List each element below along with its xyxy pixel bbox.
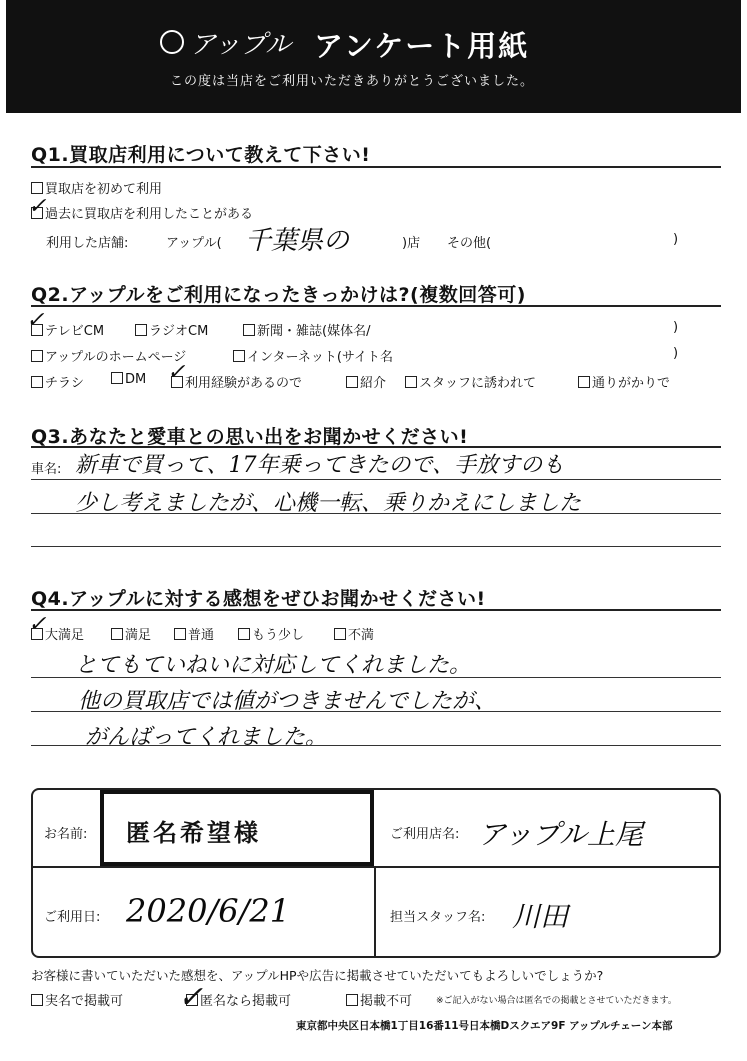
name-label: お名前: — [44, 827, 88, 842]
q4-rating-label: 満足 — [125, 628, 152, 643]
q2-option-home-label: アップルのホームページ — [45, 350, 187, 365]
q4-rating-somewhat[interactable] — [238, 624, 304, 643]
permission-note: ※ご記入がない場合は匿名での掲載とさせていただきます。 — [436, 996, 677, 1006]
q4-rating-unsatisfied[interactable] — [334, 624, 374, 643]
q4-line — [31, 745, 721, 746]
checkbox[interactable] — [346, 994, 358, 1006]
permission-real-name-label: 実名で掲載可 — [45, 994, 124, 1009]
q1-store-prefix: アップル( — [166, 236, 222, 251]
checkbox[interactable] — [334, 628, 346, 640]
checkbox[interactable] — [31, 376, 43, 388]
q2-news-close: ) — [673, 320, 679, 335]
staff-value[interactable]: 川田 — [512, 900, 569, 933]
page-title: アンケート用紙 — [314, 29, 530, 63]
checkbox[interactable] — [135, 324, 147, 336]
checkbox[interactable] — [243, 324, 255, 336]
q2-option-flyer[interactable] — [31, 372, 84, 391]
permission-none[interactable] — [346, 990, 412, 1009]
q2-option-internet-label: インターネット(サイト名 — [247, 350, 393, 365]
q2-option-tv-label: テレビCM — [45, 324, 105, 339]
q2-option-internet[interactable] — [233, 346, 393, 365]
checkbox[interactable] — [31, 994, 43, 1006]
staff-label: 担当スタッフ名: — [390, 910, 486, 925]
q4-rating-satisfied[interactable] — [111, 624, 151, 643]
q2-option-tv[interactable] — [31, 320, 104, 339]
q3-answer-line1[interactable]: 新車で買って、17年乗ってきたので、手放すのも — [75, 453, 565, 478]
q2-option-home[interactable] — [31, 346, 186, 365]
check-mark-icon: ✓ — [167, 360, 186, 385]
info-divider-vertical — [374, 866, 376, 957]
q1-title: Q1.買取店利用について教えて下さい! — [31, 144, 371, 166]
checkbox[interactable] — [31, 182, 43, 194]
q1-option-first-label: 買取店を初めて利用 — [45, 182, 163, 197]
name-value[interactable]: 匿名希望様 — [126, 819, 261, 847]
q2-option-radio[interactable] — [135, 320, 208, 339]
q2-option-radio-label: ラジオCM — [149, 324, 209, 339]
q1-other-close: ) — [673, 232, 679, 247]
store-name-value[interactable]: アップル上尾 — [478, 818, 643, 851]
q2-option-experience-label: 利用経験があるので — [185, 376, 303, 391]
q2-option-experience[interactable] — [171, 372, 302, 391]
brand-logo: アップル — [190, 30, 292, 60]
company-address: 東京都中央区日本橋1丁目16番11号日本橋Dスクエア9F アップルチェーン本部 — [296, 1020, 673, 1032]
q1-store-label: 利用した店舗: — [46, 236, 129, 251]
checkbox[interactable] — [111, 372, 123, 384]
q2-option-staff-label: スタッフに誘われて — [419, 376, 537, 391]
permission-none-label: 掲載不可 — [360, 994, 413, 1009]
q4-rating-label: 普通 — [188, 628, 215, 643]
q1-store-suffix: )店 — [402, 236, 421, 251]
q3-answer-line2[interactable]: 少し考えましたが、心機一転、乗りかえにしました — [75, 491, 582, 516]
info-divider-horizontal — [31, 866, 721, 868]
date-value[interactable]: 2020/6/21 — [126, 892, 291, 930]
checkbox[interactable] — [405, 376, 417, 388]
q1-option-past[interactable] — [31, 203, 253, 222]
q3-title: Q3.あなたと愛車との思い出をお聞かせください! — [31, 426, 469, 448]
q2-option-passing-label: 通りがかりで — [592, 376, 671, 391]
check-mark-icon: ✓ — [28, 612, 47, 637]
checkbox[interactable] — [238, 628, 250, 640]
q2-option-intro[interactable] — [346, 372, 386, 391]
q1-store-value[interactable]: 千葉県の — [245, 226, 350, 256]
q4-rating-label: 不満 — [348, 628, 375, 643]
q3-line — [31, 546, 721, 547]
q2-option-news[interactable] — [243, 320, 370, 339]
checkbox[interactable] — [31, 350, 43, 362]
q3-line — [31, 513, 721, 514]
header-subtitle: この度は当店をご利用いただきありがとうございました。 — [170, 74, 535, 89]
q4-answer-line1[interactable]: とてもていねいに対応してくれました。 — [75, 653, 472, 678]
q4-answer-line2[interactable]: 他の買取店では値がつきませんでしたが、 — [78, 689, 497, 714]
check-mark-icon: ✓ — [178, 980, 204, 1015]
q4-rating-label: 大満足 — [45, 628, 85, 643]
checkbox-checked[interactable] — [31, 324, 43, 336]
permission-anonymous-label: 匿名なら掲載可 — [200, 994, 292, 1009]
checkbox[interactable] — [578, 376, 590, 388]
checkbox[interactable] — [111, 628, 123, 640]
q1-other-label: その他( — [447, 236, 492, 251]
q2-option-intro-label: 紹介 — [360, 376, 387, 391]
checkbox[interactable] — [233, 350, 245, 362]
q2-rule — [31, 305, 721, 307]
q2-internet-close: ) — [673, 346, 679, 361]
store-name-label: ご利用店名: — [390, 827, 460, 842]
checkbox[interactable] — [346, 376, 358, 388]
q2-title: Q2.アップルをご利用になったきっかけは?(複数回答可) — [31, 284, 526, 306]
q4-answer-line3[interactable]: がんばってくれました。 — [85, 725, 328, 750]
permission-question: お客様に書いていただいた感想を、アップルHPや広告に掲載させていただいてもよろしいでしょうか? — [31, 968, 604, 983]
q4-rating-normal[interactable] — [174, 624, 214, 643]
check-mark-icon: ✓ — [28, 194, 47, 219]
check-mark-icon: ✓ — [26, 308, 45, 333]
permission-real-name[interactable] — [31, 990, 123, 1009]
q2-option-dm-label: DM — [125, 372, 147, 387]
q4-line — [31, 711, 721, 712]
q4-rating-label: もう少し — [252, 628, 305, 643]
q4-rule — [31, 609, 721, 611]
q1-rule — [31, 166, 721, 168]
q1-option-first[interactable] — [31, 178, 162, 197]
date-label: ご利用日: — [44, 910, 101, 925]
q3-line — [31, 479, 721, 480]
q2-option-passing[interactable] — [578, 372, 670, 391]
q2-option-flyer-label: チラシ — [45, 376, 85, 391]
q4-rating-very-satisfied[interactable] — [31, 624, 84, 643]
checkbox-checked[interactable] — [31, 628, 43, 640]
checkbox[interactable] — [174, 628, 186, 640]
q2-option-staff[interactable] — [405, 372, 536, 391]
q1-option-past-label: 過去に買取店を利用したことがある — [45, 207, 254, 222]
q2-option-dm[interactable] — [111, 372, 146, 387]
q2-option-news-label: 新聞・雑誌(媒体名/ — [257, 324, 371, 339]
q4-title: Q4.アップルに対する感想をぜひお聞かせください! — [31, 588, 486, 610]
apple-logo-icon — [160, 30, 184, 54]
q4-line — [31, 677, 721, 678]
q3-car-label: 車名: — [31, 462, 62, 477]
